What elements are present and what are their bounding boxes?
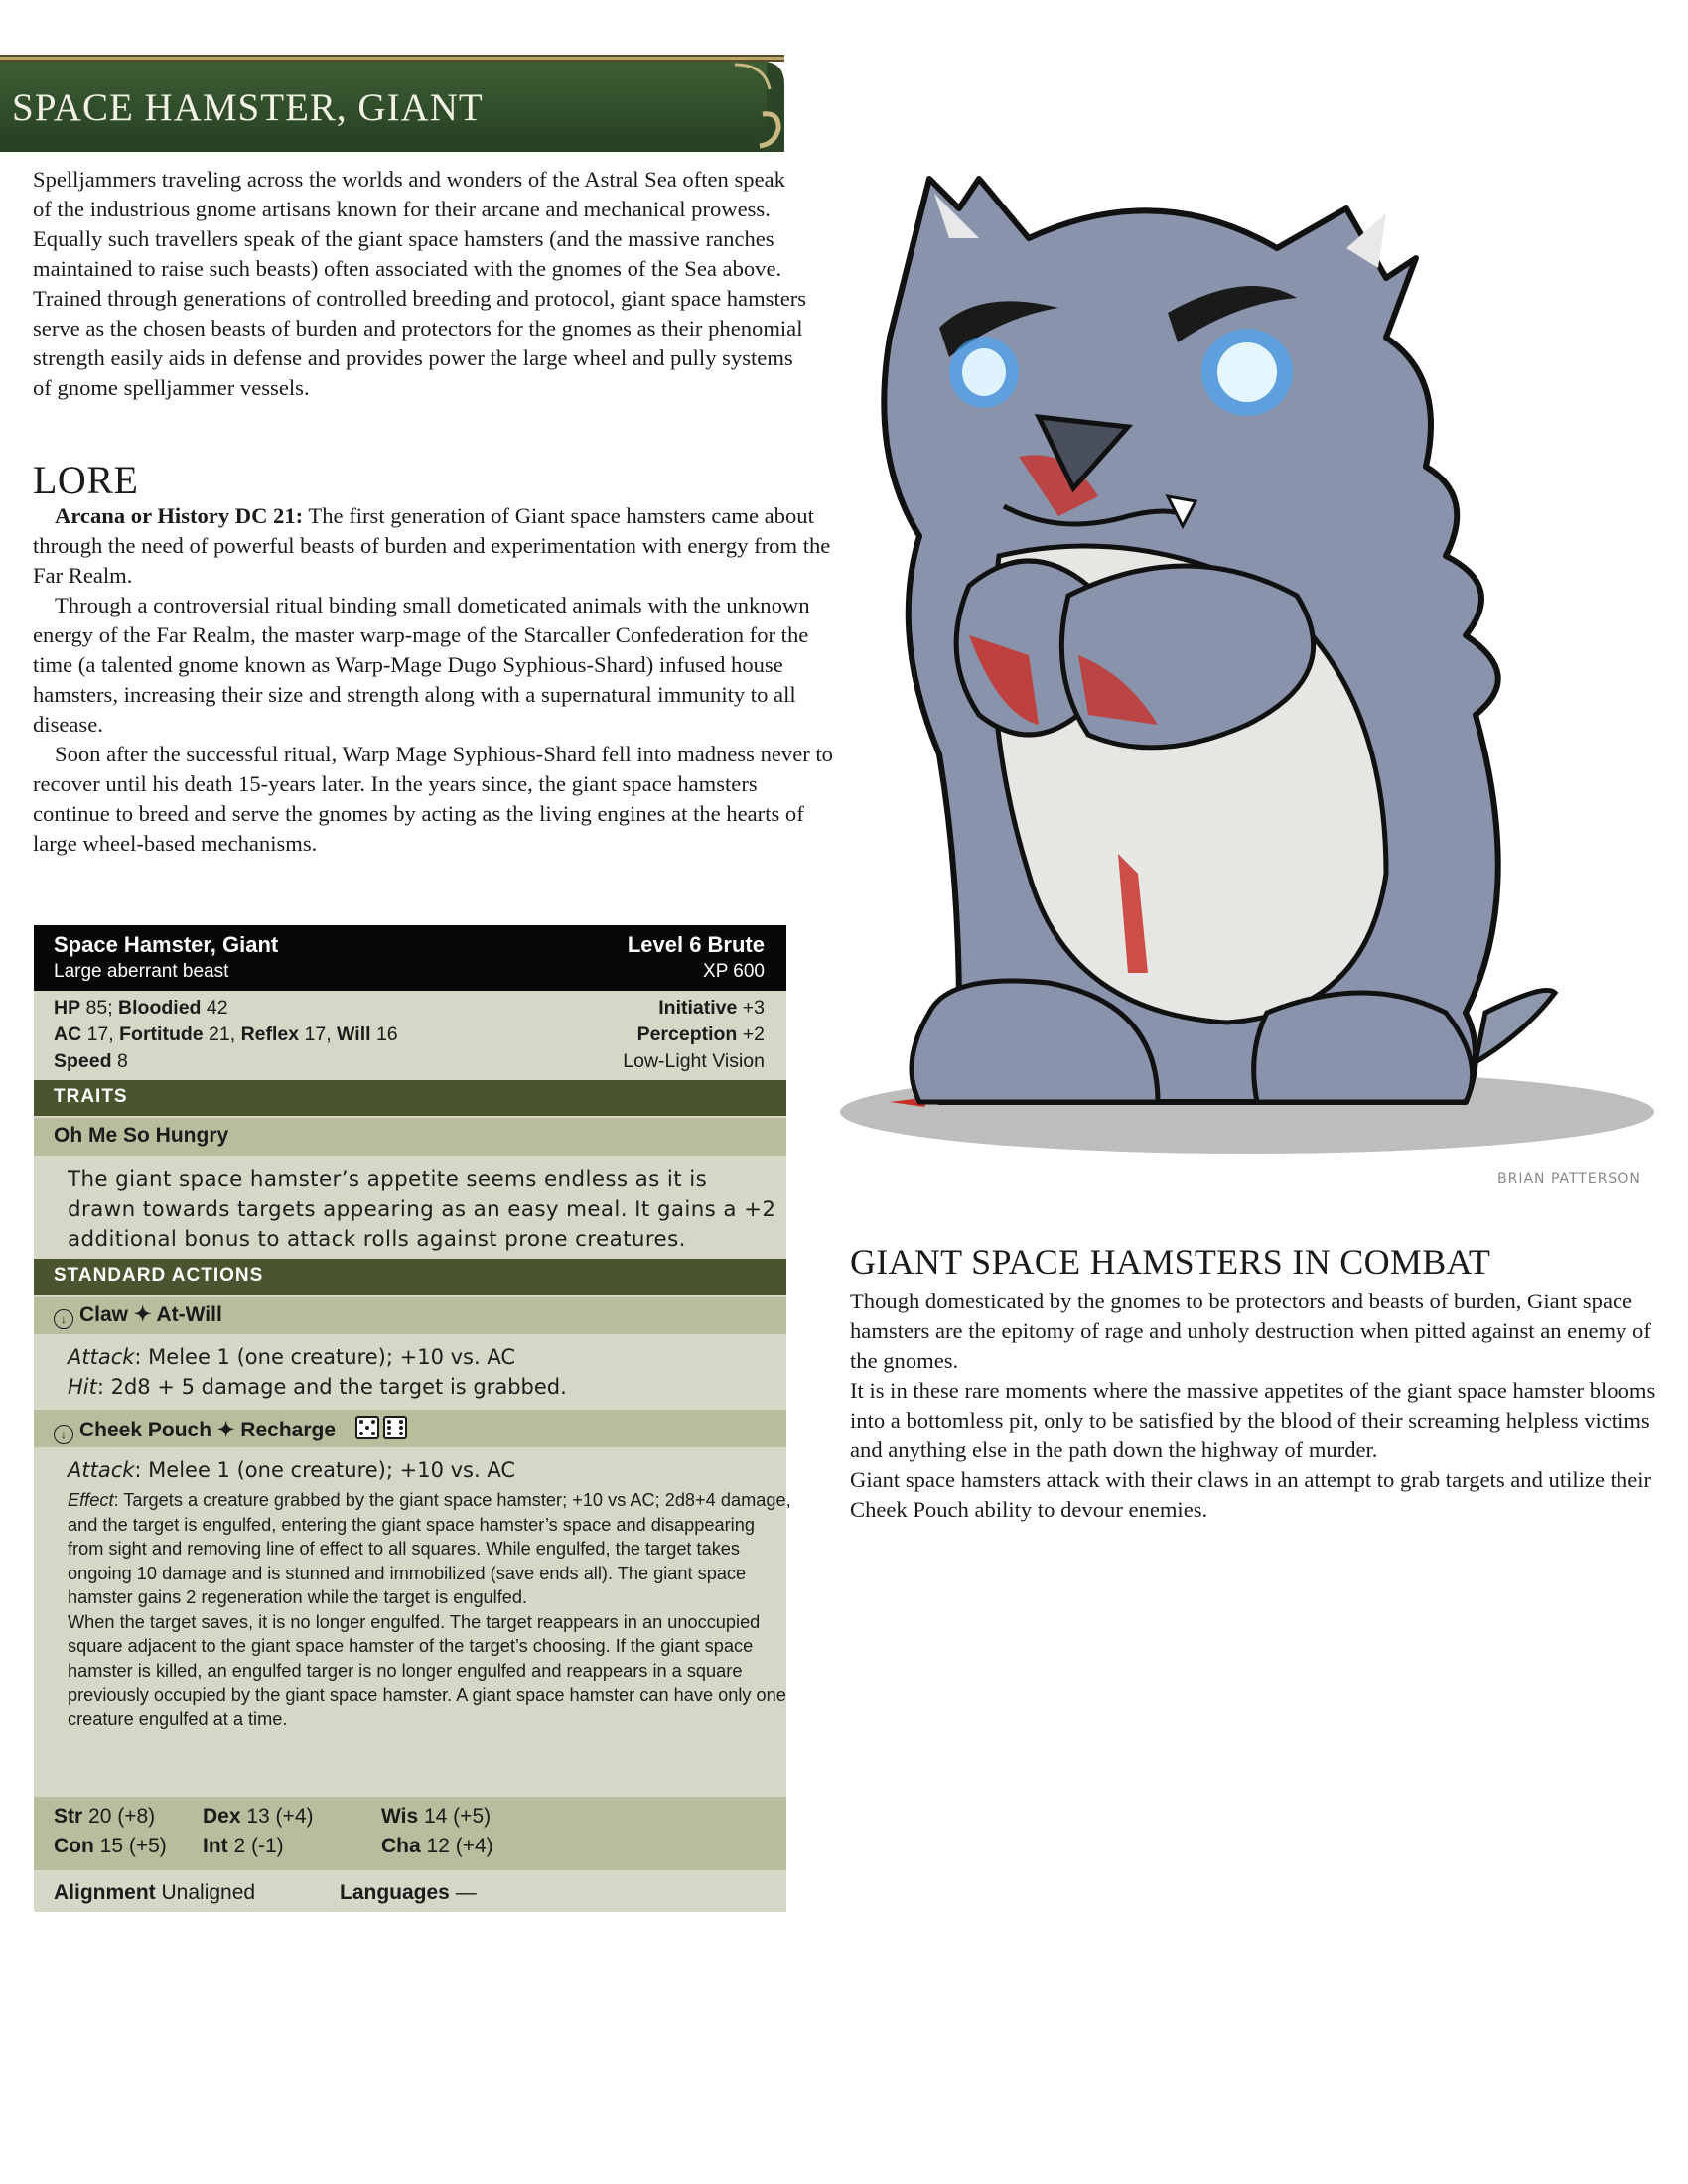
reflex-label: Reflex [240, 1024, 300, 1045]
claw-attack-label: Attack [68, 1345, 135, 1369]
lore-paragraph: Soon after the successful ritual, Warp Mage Syphious-Shard fell into madness never to recover until his death 15-years later. In the years since, the giant space hamsters continue to breed and serve the gnomes by acting as the living engines at the hearts of large wheel-based mechanisms. [33, 742, 833, 856]
fortitude-label: Fortitude [119, 1024, 204, 1045]
str-label: Str [54, 1805, 83, 1828]
lore-heading: LORE [33, 458, 139, 502]
trait-name: Oh Me So Hungry [54, 1124, 229, 1147]
reflex-value: 17, [299, 1024, 338, 1045]
page-title: SPACE HAMSTER, GIANT [12, 86, 484, 129]
cheek-name: Cheek Pouch ✦ Recharge [79, 1419, 337, 1441]
ac-value: 17, [81, 1024, 120, 1045]
intro-paragraph: Trained through generations of controlled breeding and protocol, giant space hamsters serve as the chosen beasts of burden and protectors for the gnomes as their phenomial strength easily aids in defense and provides power the large wheel and pully systems of gnome spelljammer vessels. [33, 286, 807, 400]
actions-band [34, 1259, 786, 1295]
cheek-effect-label: Effect [68, 1490, 114, 1510]
alignment-label: Alignment [54, 1881, 156, 1904]
cheek-effect [68, 1488, 792, 1731]
combat-text [850, 1287, 1674, 1525]
will-label: Will [337, 1024, 371, 1045]
str-value: 20 (+8) [82, 1805, 156, 1828]
stat-block-header [34, 925, 786, 991]
defense-stats [54, 995, 398, 1075]
initiative-label: Initiative [658, 997, 738, 1019]
cheek-attack: : Melee 1 (one creature); +10 vs. AC [134, 1458, 515, 1482]
initiative-stats [623, 995, 765, 1075]
creature-type: Large aberrant beast [54, 961, 229, 982]
vision: Low-Light Vision [623, 1050, 765, 1072]
dex-value: 13 (+4) [240, 1805, 314, 1828]
dex-label: Dex [203, 1805, 241, 1828]
intro-paragraph: Spelljammers traveling across the worlds and wonders of the Astral Sea often speak of the industrious gnome artisans known for their arcane and mechanical prowess. Equally such travellers speak of the giant space hamsters (and the massive ranches maintained to raise such beasts) often associated with the gnomes of the Sea above. [33, 167, 785, 281]
alignment-value: Unaligned [155, 1881, 256, 1904]
cheek-band [34, 1410, 786, 1447]
lore-check-text: The first generation of Giant space hamsters came about through the need of powerful beasts of burden and experimentation with energy from the Far Realm. [33, 503, 831, 588]
creature-name: Space Hamster, Giant [54, 932, 279, 957]
will-value: 16 [370, 1024, 398, 1045]
cheek-title [54, 1416, 407, 1444]
trait-band [34, 1118, 786, 1156]
die-six-icon [383, 1416, 407, 1439]
cheek-attack-label: Attack [68, 1458, 135, 1482]
die-five-icon [355, 1416, 379, 1439]
int-value: 2 (-1) [227, 1835, 284, 1857]
wis-value: 14 (+5) [418, 1805, 492, 1828]
perception-value: +2 [737, 1024, 765, 1045]
hp-value: 85; [80, 997, 119, 1019]
creature-level: Level 6 Brute [627, 932, 765, 957]
combat-paragraph: Though domesticated by the gnomes to be protectors and beasts of burden, Giant space hamsters are the epitomy of rage and unholy destruction when pitted against an enemy of the gnomes. [850, 1289, 1651, 1373]
int-label: Int [203, 1835, 228, 1857]
hp-label: HP [54, 997, 81, 1019]
languages-value: — [449, 1881, 477, 1904]
art-credit: BRIAN PATTERSON [1497, 1171, 1641, 1187]
con-value: 15 (+5) [93, 1835, 167, 1857]
creature-xp: XP 600 [703, 961, 765, 982]
stat-block [34, 925, 791, 1912]
claw-title [54, 1302, 222, 1329]
bloodied-label: Bloodied [118, 997, 202, 1019]
cha-value: 12 (+4) [420, 1835, 493, 1857]
lore-check-label: Arcana or History DC 21: [55, 503, 304, 528]
wis-label: Wis [381, 1805, 419, 1828]
claw-description [68, 1342, 777, 1402]
alignment-row [34, 1874, 786, 1912]
con-label: Con [54, 1835, 94, 1857]
combat-paragraph: It is in these rare moments where the massive appetites of the giant space hamster blooms into a bottomless pit, only to be satisfied by the blood of their screaming helpless victims and anything else in the path down the highway of murder. [850, 1378, 1656, 1462]
lore-check-paragraph [33, 501, 839, 591]
traits-heading: TRAITS [54, 1086, 128, 1107]
cheek-effect-text: : Targets a creature grabbed by the giant space hamster; +10 vs AC; 2d8+4 damage, and the target is engulfed, entering the giant space hamster’s space and disappearing from sight and removing line of effect to all squares. While engulfed, the target takes ongoing 10 damage and is stunned and immobilized (save ends all). The giant space hamster gains 2 regeneration while the target is engulfed. [68, 1490, 791, 1607]
cha-label: Cha [381, 1835, 421, 1857]
combat-paragraph: Giant space hamsters attack with their claws in an attempt to grab targets and utilize their Cheek Pouch ability to devour enemies. [850, 1467, 1652, 1522]
cheek-effect-text-2: When the target saves, it is no longer engulfed. The target reappears in an unoccupied square adjacent to the giant space hamster of the target’s choosing. If the giant space hamster is killed, an engulfed targer is no longer engulfed and reappears in a square previously occupied by the giant space hamster. A giant space hamster can have only one creature engulfed at a time. [68, 1611, 786, 1729]
melee-icon: ↓ [54, 1425, 73, 1444]
intro-text [33, 165, 807, 403]
ability-scores [34, 1797, 786, 1870]
hamster-illustration [830, 119, 1664, 1161]
speed-value: 8 [111, 1050, 128, 1072]
initiative-value: +3 [737, 997, 765, 1019]
claw-hit-label: Hit [68, 1375, 97, 1399]
actions-heading: STANDARD ACTIONS [54, 1265, 264, 1286]
lore-paragraph: Through a controversial ritual binding small dometicated animals with the unknown energy of the Far Realm, the master warp-mage of the Starcaller Confederation for the time (a talented gnome known as Warp-Mage Dugo Syphious-Shard) infused house hamsters, increasing their size and strength along with a supernatural immunity to all disease. [33, 593, 810, 737]
cheek-attack-line [68, 1455, 792, 1485]
bloodied-value: 42 [201, 997, 228, 1019]
trait-description: The giant space hamster’s appetite seems endless as it is drawn towards targets appearing as an easy meal. It gains a +2 additional bonus to attack rolls against prone creatures. [68, 1167, 776, 1252]
claw-hit: : 2d8 + 5 damage and the target is grabbed. [96, 1375, 567, 1399]
claw-attack: : Melee 1 (one creature); +10 vs. AC [134, 1345, 515, 1369]
perception-label: Perception [636, 1024, 738, 1045]
speed-label: Speed [54, 1050, 112, 1072]
ac-label: AC [54, 1024, 82, 1045]
fortitude-value: 21, [203, 1024, 241, 1045]
languages-label: Languages [340, 1881, 450, 1904]
melee-icon: ↓ [54, 1309, 73, 1329]
lore-text [33, 501, 839, 859]
claw-band [34, 1297, 786, 1334]
traits-band [34, 1080, 786, 1116]
claw-name: Claw ✦ At-Will [79, 1303, 222, 1326]
combat-heading: GIANT SPACE HAMSTERS IN COMBAT [850, 1242, 1491, 1282]
